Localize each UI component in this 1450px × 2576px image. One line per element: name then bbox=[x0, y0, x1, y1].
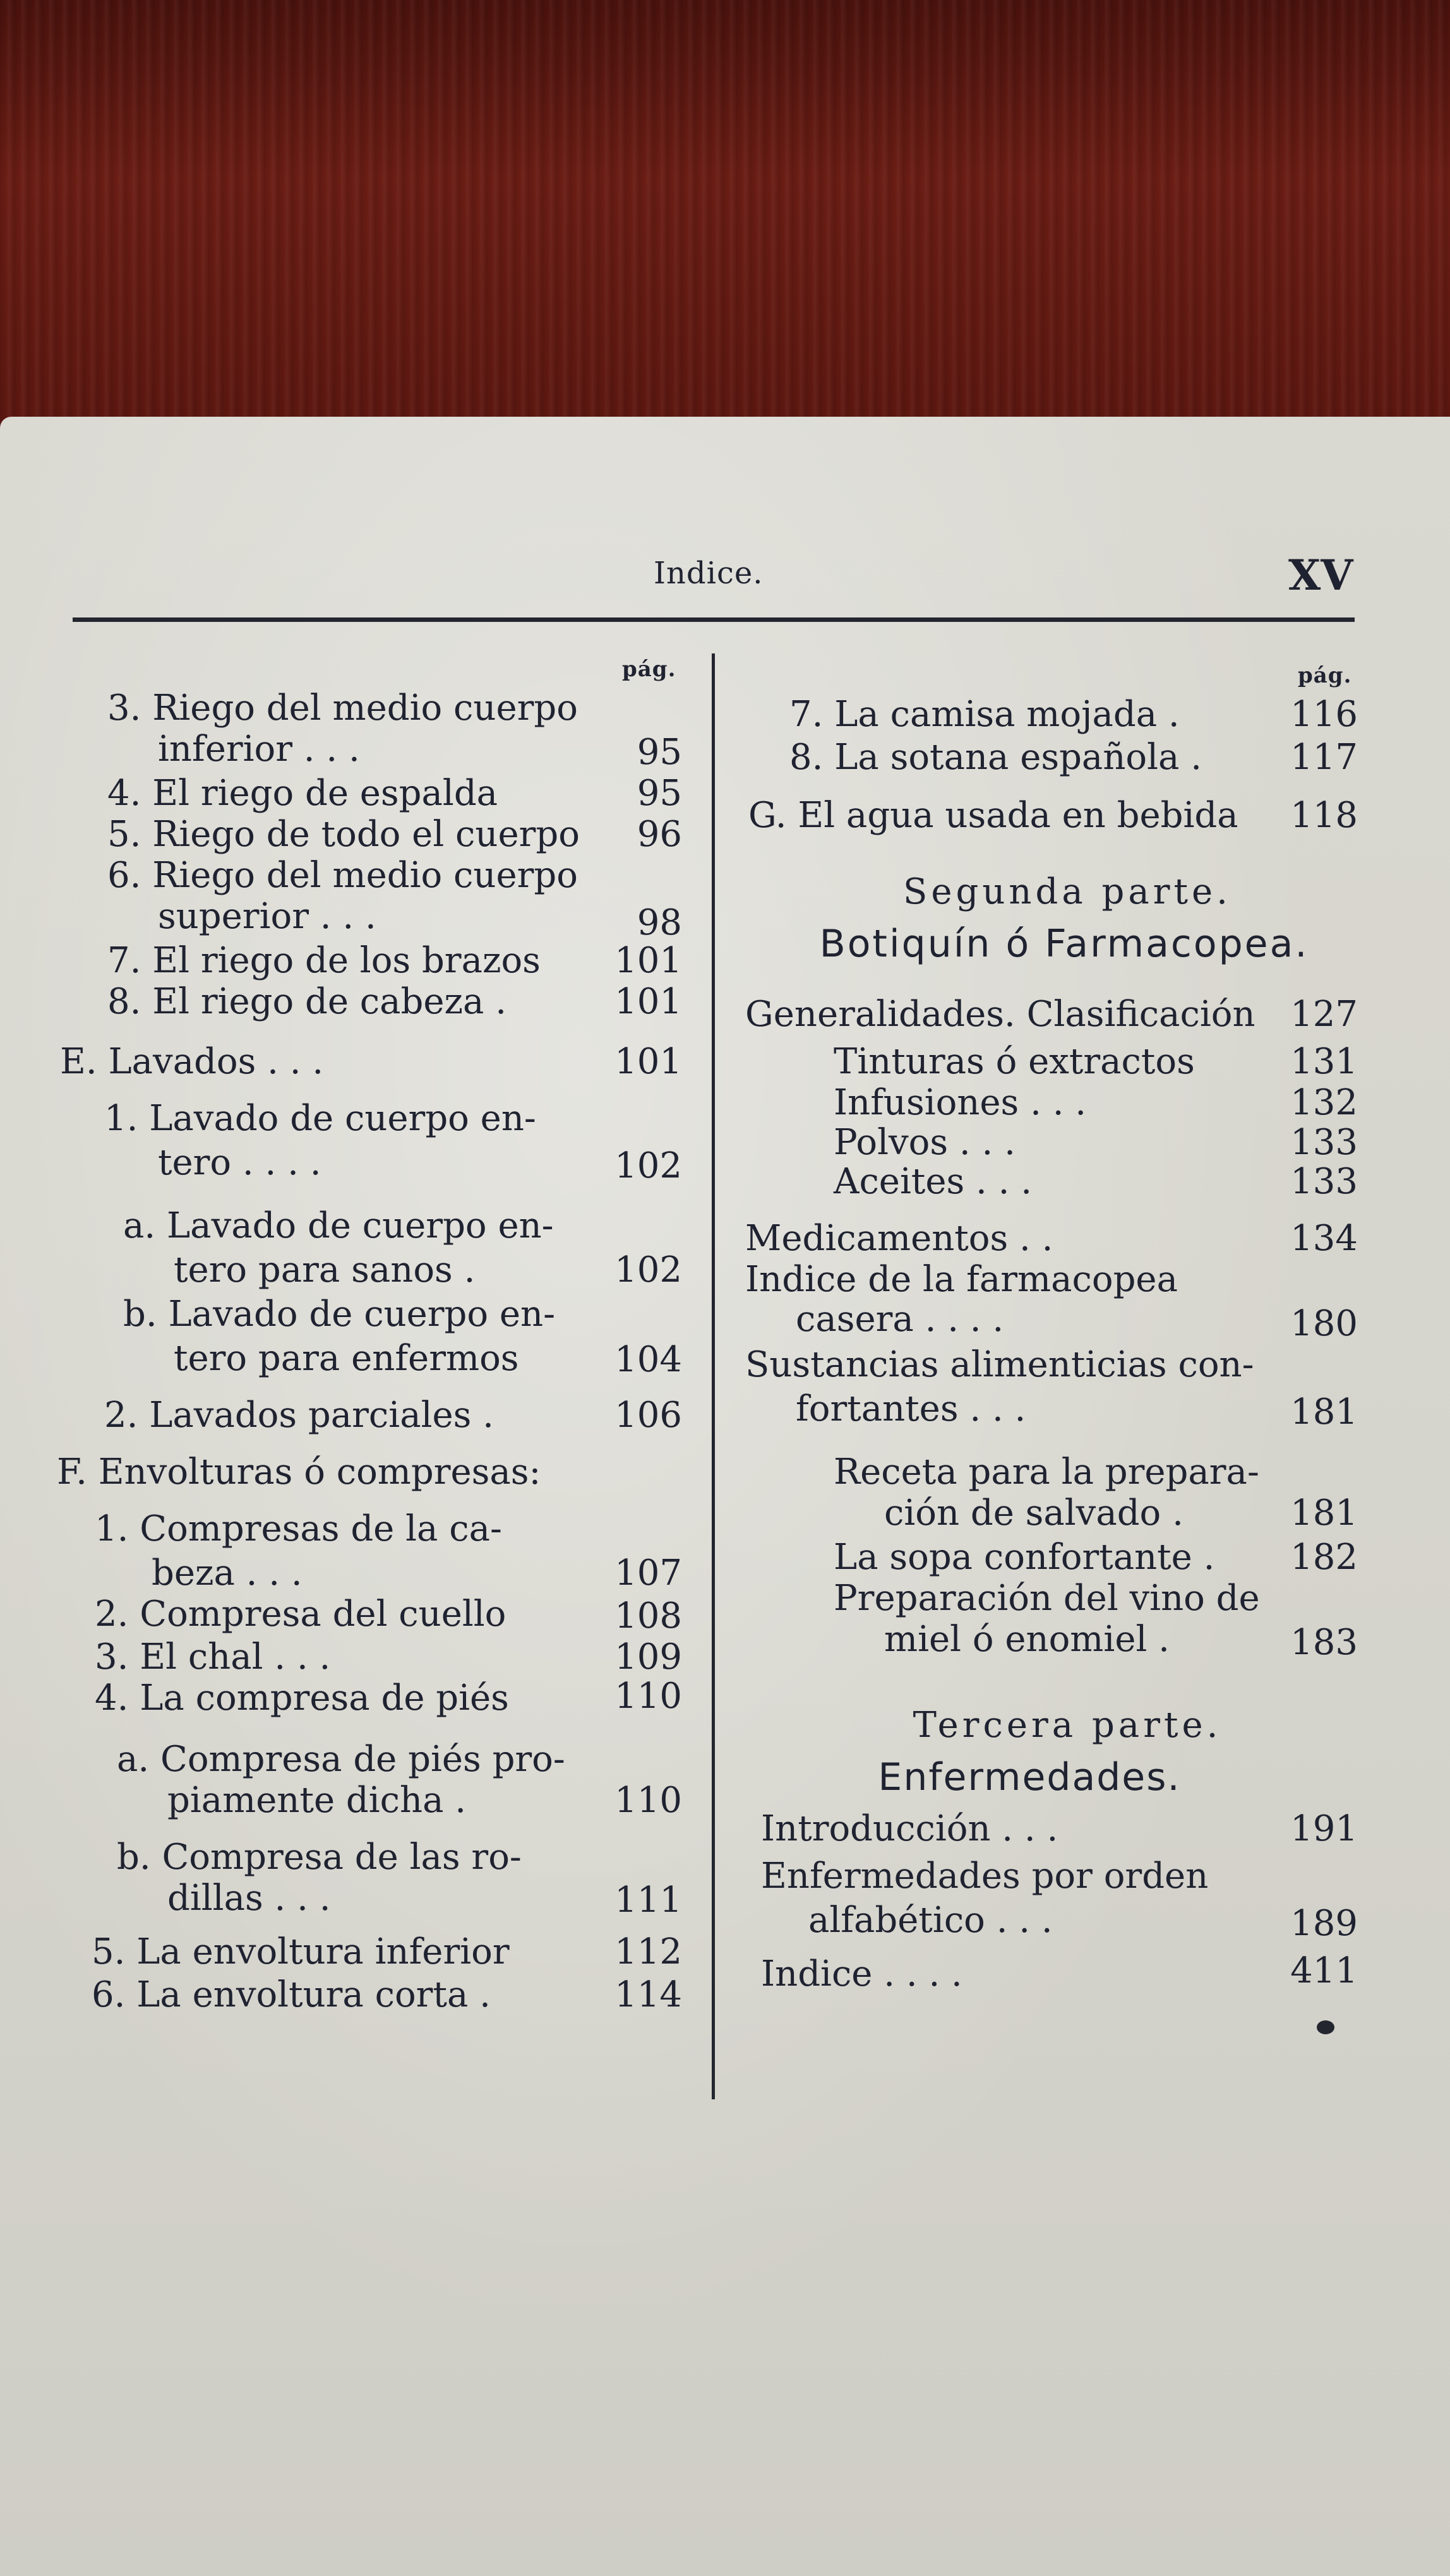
toc-entry: b. Compresa de las ro- bbox=[117, 1837, 522, 1878]
toc-entry: Introducción . . . bbox=[761, 1808, 1058, 1849]
toc-page-number: 183 bbox=[1290, 1622, 1358, 1663]
right-pag-label: pág. bbox=[1298, 663, 1352, 688]
toc-page-number: 182 bbox=[1290, 1537, 1358, 1578]
toc-entry: 5. La envoltura inferior bbox=[92, 1931, 510, 1972]
toc-entry: tero para sanos . bbox=[174, 1249, 476, 1291]
toc-entry: alfabético . . . bbox=[808, 1900, 1053, 1941]
toc-entry: 7. El riego de los brazos bbox=[107, 940, 541, 981]
toc-page-number: 133 bbox=[1290, 1161, 1358, 1202]
toc-section-entry: F. Envolturas ó compresas: bbox=[57, 1452, 541, 1493]
toc-page-number: 114 bbox=[614, 1974, 682, 2015]
toc-entry: b. Lavado de cuerpo en- bbox=[123, 1294, 556, 1335]
page-header-title: Indice. bbox=[654, 556, 764, 591]
toc-entry: beza . . . bbox=[152, 1553, 303, 1594]
toc-page-number: 102 bbox=[614, 1145, 682, 1186]
toc-entry: Sustancias alimenticias con- bbox=[745, 1344, 1254, 1385]
part-heading-segunda: Segunda parte. bbox=[903, 871, 1231, 912]
toc-entry: piamente dicha . bbox=[167, 1780, 467, 1821]
toc-page-number: 132 bbox=[1290, 1082, 1358, 1123]
toc-page-number: 118 bbox=[1290, 795, 1358, 836]
toc-entry: 8. El riego de cabeza . bbox=[107, 981, 507, 1022]
toc-page-number: 111 bbox=[614, 1880, 682, 1921]
toc-entry: 7. La camisa mojada . bbox=[789, 694, 1180, 735]
ink-blot bbox=[1317, 2020, 1334, 2034]
toc-entry: a. Compresa de piés pro- bbox=[117, 1739, 565, 1780]
wooden-table-background bbox=[0, 0, 1450, 442]
toc-entry: 1. Compresas de la ca- bbox=[95, 1508, 502, 1549]
toc-page-number: 110 bbox=[614, 1780, 682, 1821]
toc-page-number: 104 bbox=[614, 1339, 682, 1380]
toc-entry: tero para enfermos bbox=[174, 1338, 519, 1379]
toc-entry: Enfermedades por orden bbox=[761, 1856, 1209, 1897]
part-title-enfermedades: Enfermedades. bbox=[878, 1755, 1181, 1799]
toc-entry: 5. Riego de todo el cuerpo bbox=[107, 814, 580, 855]
toc-entry: Generalidades. Clasificación bbox=[745, 994, 1255, 1035]
toc-entry: 2. Compresa del cuello bbox=[95, 1594, 506, 1635]
toc-entry: ción de salvado . bbox=[884, 1493, 1183, 1534]
toc-entry: 8. La sotana española . bbox=[789, 737, 1202, 778]
toc-entry: Preparación del vino de bbox=[834, 1578, 1260, 1619]
toc-page-number: 110 bbox=[614, 1676, 682, 1717]
toc-page-number: 133 bbox=[1290, 1122, 1358, 1163]
toc-page-number: 107 bbox=[614, 1553, 682, 1594]
toc-entry: fortantes . . . bbox=[796, 1388, 1026, 1429]
toc-entry: dillas . . . bbox=[167, 1878, 331, 1919]
toc-entry: Medicamentos . . bbox=[745, 1218, 1053, 1259]
toc-section-entry: E. Lavados . . . bbox=[60, 1041, 324, 1082]
toc-entry: Tinturas ó extractos bbox=[834, 1041, 1195, 1082]
toc-entry: 3. Riego del medio cuerpo bbox=[107, 688, 578, 729]
toc-page-number: 180 bbox=[1290, 1303, 1358, 1344]
toc-entry: 6. Riego del medio cuerpo bbox=[107, 855, 578, 896]
toc-entry: 4. El riego de espalda bbox=[107, 773, 498, 814]
toc-page-number: 101 bbox=[614, 1041, 682, 1082]
toc-page-number: 131 bbox=[1290, 1041, 1358, 1082]
toc-entry: tero . . . . bbox=[158, 1142, 321, 1183]
toc-entry: Indice . . . . bbox=[761, 1953, 962, 1995]
toc-page-number: 116 bbox=[1290, 694, 1358, 735]
toc-entry: 4. La compresa de piés bbox=[95, 1678, 509, 1719]
toc-section-entry: G. El agua usada en bebida bbox=[748, 795, 1238, 836]
toc-page-number: 181 bbox=[1290, 1392, 1358, 1433]
toc-entry: Indice de la farmacopea bbox=[745, 1259, 1178, 1300]
toc-page-number: 96 bbox=[637, 814, 682, 855]
toc-page-number: 189 bbox=[1290, 1903, 1358, 1944]
toc-page-number: 109 bbox=[614, 1637, 682, 1678]
part-heading-tercera: Tercera parte. bbox=[913, 1705, 1222, 1746]
left-pag-label: pág. bbox=[622, 657, 676, 682]
toc-page-number: 112 bbox=[614, 1931, 682, 1972]
toc-page-number: 101 bbox=[614, 981, 682, 1022]
toc-entry: Polvos . . . bbox=[834, 1122, 1016, 1163]
toc-entry: 2. Lavados parciales . bbox=[104, 1395, 494, 1436]
toc-entry: Infusiones . . . bbox=[834, 1082, 1087, 1123]
toc-page-number: 95 bbox=[637, 773, 682, 814]
toc-page-number: 108 bbox=[614, 1595, 682, 1637]
toc-entry: inferior . . . bbox=[158, 729, 360, 770]
toc-entry: 3. El chal . . . bbox=[95, 1637, 331, 1678]
toc-entry: Aceites . . . bbox=[834, 1161, 1033, 1202]
toc-page-number: 191 bbox=[1290, 1808, 1358, 1849]
toc-page-number: 411 bbox=[1290, 1950, 1358, 1991]
book-page bbox=[0, 417, 1450, 2576]
toc-entry: miel ó enomiel . bbox=[884, 1619, 1170, 1660]
toc-page-number: 181 bbox=[1290, 1493, 1358, 1534]
toc-page-number: 102 bbox=[614, 1249, 682, 1291]
toc-entry: 6. La envoltura corta . bbox=[92, 1974, 491, 2015]
toc-page-number: 127 bbox=[1290, 994, 1358, 1035]
toc-entry: superior . . . bbox=[158, 896, 376, 937]
part-title-botiquin: Botiquín ó Farmacopea. bbox=[819, 922, 1309, 966]
toc-entry: La sopa confortante . bbox=[834, 1537, 1215, 1578]
toc-page-number: 106 bbox=[614, 1395, 682, 1436]
page-number-roman: XV bbox=[1288, 551, 1353, 600]
header-rule bbox=[73, 617, 1355, 622]
toc-page-number: 95 bbox=[637, 732, 682, 773]
toc-entry: 1. Lavado de cuerpo en- bbox=[104, 1098, 536, 1139]
toc-entry: casera . . . . bbox=[796, 1299, 1004, 1340]
toc-page-number: 98 bbox=[637, 902, 682, 943]
toc-entry: Receta para la prepara- bbox=[834, 1452, 1259, 1493]
toc-page-number: 101 bbox=[614, 940, 682, 981]
toc-entry: a. Lavado de cuerpo en- bbox=[123, 1205, 554, 1246]
column-divider bbox=[712, 653, 715, 2099]
toc-page-number: 117 bbox=[1290, 737, 1358, 778]
toc-page-number: 134 bbox=[1290, 1218, 1358, 1259]
